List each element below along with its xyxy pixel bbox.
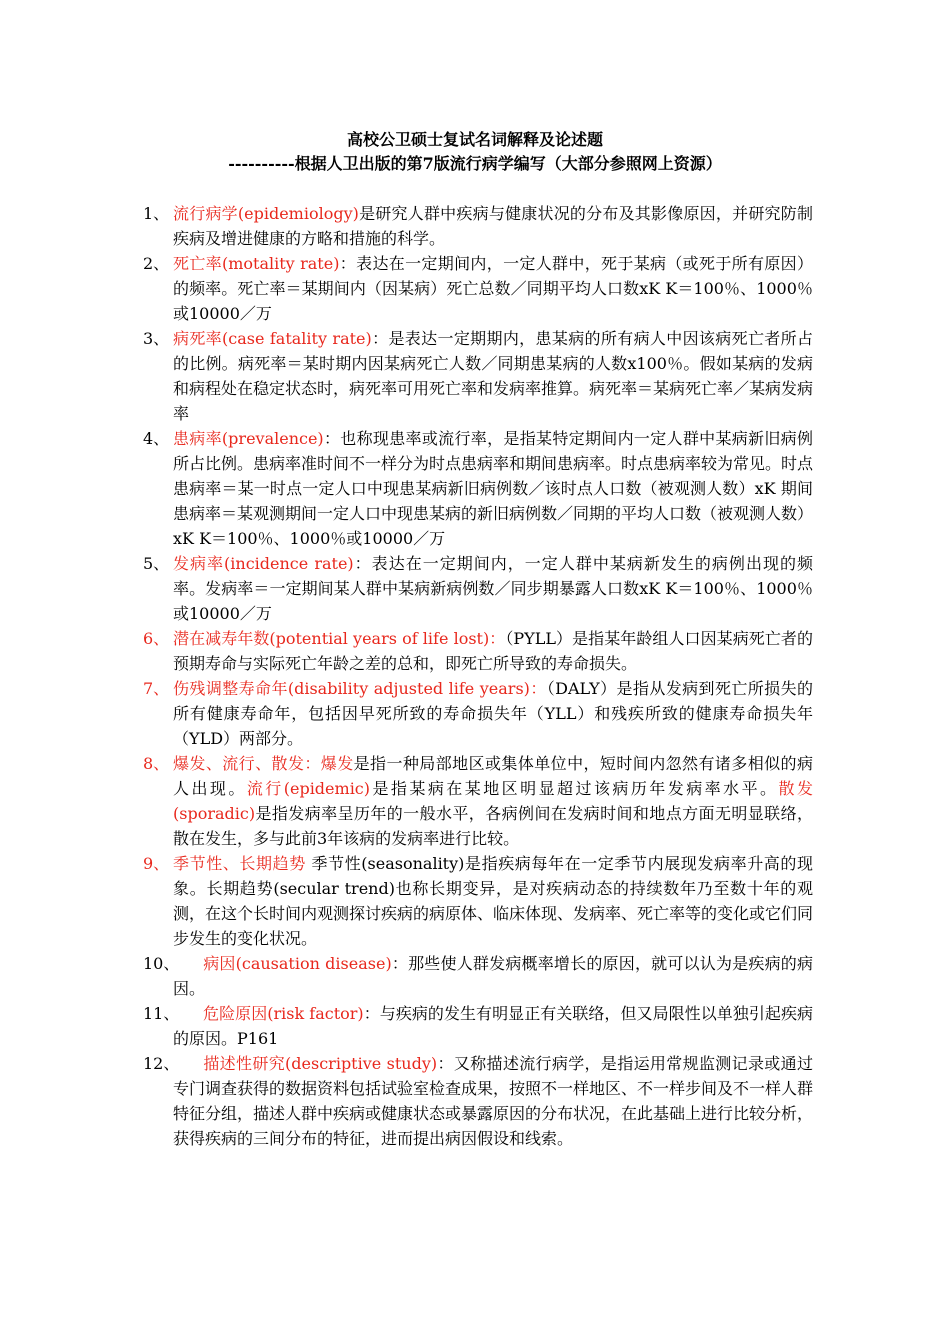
item-number: 11、 (143, 1004, 180, 1023)
item-number: 7、 (143, 679, 170, 698)
definition: 是指发病率呈历年的一般水平，各病例间在发病时间和地点方面无明显联络，散在发生，多与此前3年该病的发病率进行比较。 (173, 804, 813, 848)
term: 潜在减寿年数(potential years of life lost)： (173, 629, 506, 648)
definition: ：也称现患率或流行率，是指某特定期间内一定人群中某病新旧病例所占比例。患病率准时间不一样分为时点患病率和期间患病率。时点患病率较为常见。时点患病率＝某一时点一定人口中现患某病新旧病例数／该时点人口数（被观测人数）xK 期间患病率＝某观测期间一定人口中现患某病的新旧病例数／同期的平均人口数（被观测人数）xK K＝100％、1000％或10000／万 (173, 429, 814, 548)
item-number: 2、 (143, 254, 170, 273)
term: 流行病学(epidemiology) (173, 204, 359, 223)
item-number: 1、 (143, 204, 170, 223)
item-number: 4、 (143, 429, 170, 448)
term: 发病率(incidence rate) (173, 554, 354, 573)
term-list (0, 201, 950, 1151)
term: 流行(epidemic) (246, 779, 371, 798)
definition: 季节性(seasonality)是指疾病每年在一定季节内展现发病率升高的现象。长期趋势(secular trend)也称长期变异，是对疾病动态的持续数年乃至数十年的观测，在这个长时间内观测探讨疾病的病原体、临床体现、发病率、死亡率等的变化或它们同步发生的变化状况。 (173, 854, 814, 948)
term: 散发(sporadic) (173, 779, 813, 823)
item-number: 5、 (143, 554, 170, 573)
item-number: 6、 (143, 629, 170, 648)
document-title: 高校公卫硕士复试名词解释及论述题 (346, 130, 603, 149)
definition: ：又称描述流行病学，是指运用常规监测记录或通过专门调查获得的数据资料包括试验室检查成果，按照不一样地区、不一样步间及不一样人群特征分组，描述人群中疾病或健康状态或暴露原因的分布状况，在此基础上进行比较分析，获得疾病的三间分布的特征，进而提出病因假设和线索。 (173, 1054, 814, 1148)
term: 病因(causation disease) (203, 954, 392, 973)
definition: （PYLL）是指某年龄组人口因某病死亡者的预期寿命与实际死亡年龄之差的总和，即死亡所导致的寿命损失。 (173, 629, 813, 673)
list-item-8 (0, 751, 813, 851)
term: 爆发、流行、散发：爆发 (173, 754, 354, 773)
list-item-6 (0, 626, 813, 676)
definition: （DALY）是指从发病到死亡所损失的所有健康寿命年，包括因早死所致的寿命损失年（YLL）和残疾所致的健康寿命损失年（YLD）两部分。 (173, 679, 813, 748)
list-item-11 (0, 1001, 813, 1051)
definition: ：是表达一定期期内，患某病的所有病人中因该病死亡者所占的比例。病死率＝某时期内因某病死亡人数／同期患某病的人数x100％。假如某病的发病和病程处在稳定状态时，病死率可用死亡率和发病率推算。病死率＝某病死亡率／某病发病率 (173, 329, 814, 423)
definition: ：表达在一定期间内，一定人群中某病新发生的病例出现的频率。发病率＝一定期间某人群中某病新病例数／同步期暴露人口数xK K＝100％、1000％或10000／万 (173, 554, 813, 623)
list-item-12 (0, 1051, 813, 1151)
list-item-3 (0, 326, 813, 426)
list-item-4 (0, 426, 813, 551)
term: 描述性研究(descriptive study) (203, 1054, 438, 1073)
list-item-9 (0, 851, 813, 951)
definition: 是指一种局部地区或集体单位中，短时间内忽然有诸多相似的病人出现。 (173, 754, 813, 798)
item-number: 12、 (143, 1054, 180, 1073)
list-item-1 (0, 201, 813, 251)
term: 病死率(case fatality rate) (173, 329, 372, 348)
item-number: 3、 (143, 329, 170, 348)
term: 危险原因(risk factor) (203, 1004, 364, 1023)
definition: ：表达在一定期间内，一定人群中，死于某病（或死于所有原因）的频率。死亡率＝某期间内（因某病）死亡总数／同期平均人口数xK K＝100％、1000％或10000／万 (173, 254, 813, 323)
definition: 是研究人群中疾病与健康状况的分布及其影像原因，并研究防制疾病及增进健康的方略和措施的科学。 (173, 204, 813, 248)
item-number: 9、 (143, 854, 170, 873)
definition: ：与疾病的发生有明显正有关联络，但又局限性以单独引起疾病的原因。P161 (173, 1004, 813, 1048)
definition: 是指某病在某地区明显超过该病历年发病率水平。 (370, 779, 779, 798)
term: 伤残调整寿命年(disability adjusted life years)： (173, 679, 547, 698)
list-item-5 (0, 551, 813, 626)
term: 死亡率(motality rate) (173, 254, 340, 273)
document-subtitle: ----------根据人卫出版的第7版流行病学编写（大部分参照网上资源） (228, 154, 722, 173)
list-item-7 (0, 676, 813, 751)
item-number: 10、 (143, 954, 180, 973)
term: 患病率(prevalence) (173, 429, 324, 448)
list-item-2 (0, 251, 813, 326)
definition: ：那些使人群发病概率增长的原因，就可以认为是疾病的病因。 (173, 954, 813, 998)
list-item-10 (0, 951, 813, 1001)
item-number: 8、 (143, 754, 170, 773)
term: 季节性、长期趋势 (173, 854, 306, 873)
